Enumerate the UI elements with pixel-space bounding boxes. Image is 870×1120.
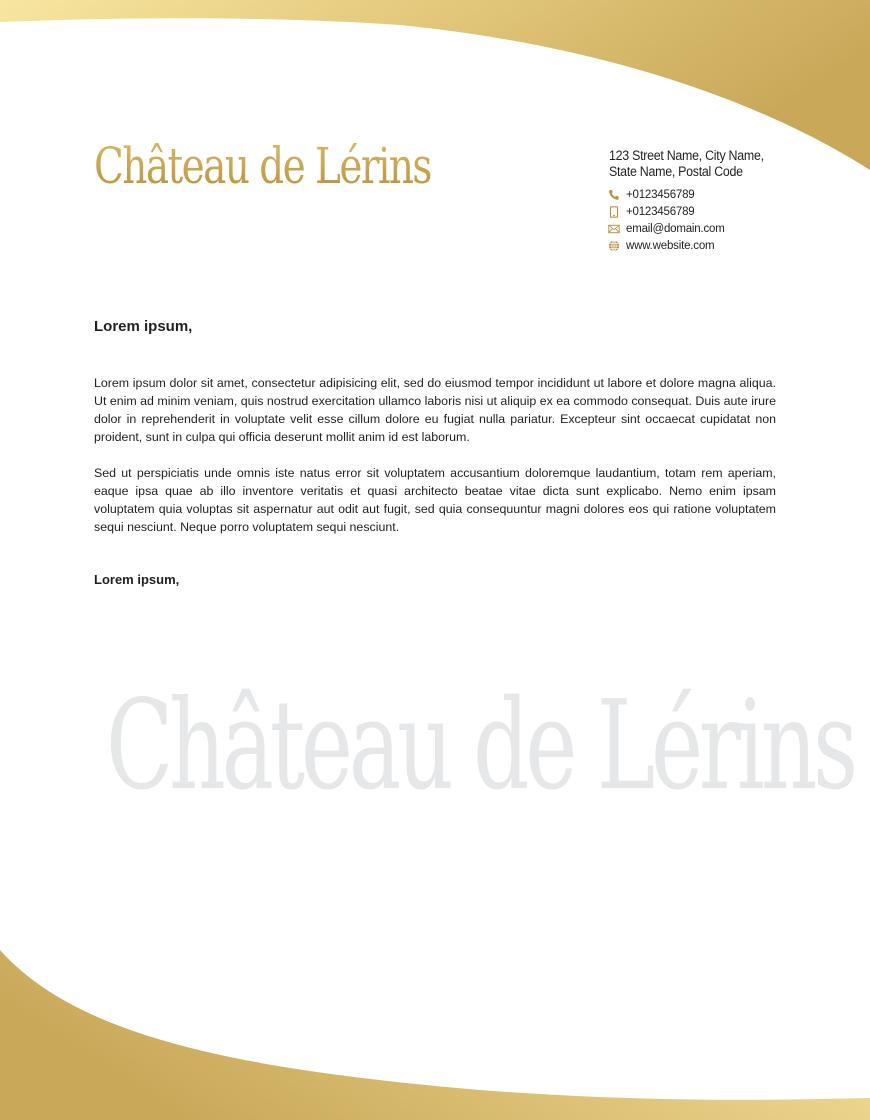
- mobile-icon: [608, 206, 620, 218]
- contact-phone: [608, 186, 809, 203]
- paragraph-1: Lorem ipsum dolor sit amet, consectetur adipisicing elit, sed do eiusmod tempor incididunt ut labore et dolore magna aliqua. Ut enim ad minim veniam, quis nostrud exercitation ullamco laboris nisi ut aliquip ex ea commodo consequat. Duis aute irure dolor in reprehenderit in voluptate velit esse cillum dolore eu fugiat nulla pariatur. Excepteur sint occaecat cupidatat non proident, sunt in culpa qui officia deserunt mollit anim id est laborum.: [94, 376, 776, 444]
- closing: Lorem ipsum,: [94, 572, 180, 587]
- email-icon: [608, 223, 620, 235]
- email-address: email@domain.com: [626, 222, 725, 235]
- contact-block: [609, 148, 809, 254]
- address-line-2: State Name, Postal Code: [609, 164, 743, 179]
- contact-mobile: [608, 203, 809, 220]
- brand-logo: Château de Lérins: [94, 137, 431, 195]
- letter-body: [94, 314, 776, 603]
- watermark-logo: Château de Lérins: [106, 674, 854, 818]
- salutation: Lorem ipsum,: [94, 318, 193, 335]
- address: [609, 148, 793, 180]
- globe-icon: [608, 240, 620, 252]
- contact-website: [608, 237, 809, 254]
- website-url: www.website.com: [626, 239, 715, 252]
- paragraph-2: Sed ut perspiciatis unde omnis iste natus error sit voluptatem accusantium doloremque laudantium, totam rem aperiam, eaque ipsa quae ab illo inventore veritatis et quasi architecto beatae vitae dicta sunt explicabo. Nemo enim ipsam voluptatem quia voluptas sit aspernatur aut odit aut fugit, sed quia consequuntur magni dolores eos qui ratione voluptatem sequi nesciunt. Neque porro voluptatem sequi nesciunt.: [94, 466, 776, 534]
- contact-email: [608, 220, 809, 237]
- contact-list: [608, 186, 809, 254]
- address-line-1: 123 Street Name, City Name,: [609, 148, 764, 163]
- mobile-number: +0123456789: [626, 205, 695, 218]
- phone-icon: [608, 189, 620, 201]
- phone-number: +0123456789: [626, 188, 695, 201]
